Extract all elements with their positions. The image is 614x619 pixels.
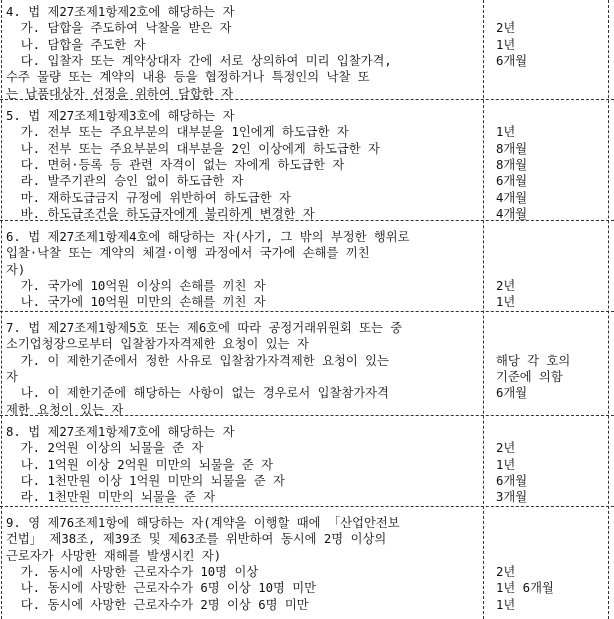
section-separator bbox=[0, 220, 614, 221]
restriction-period: 1년 bbox=[496, 37, 516, 52]
restriction-period: 1년 6개월 bbox=[496, 581, 554, 596]
table-row bbox=[0, 124, 614, 140]
criterion-text: 나. 동시에 사망한 근로자수가 6명 이상 10명 미만 bbox=[6, 581, 317, 596]
section-separator bbox=[0, 506, 614, 507]
criterion-text: 가. 담합을 주도하여 낙찰을 받은 자 bbox=[6, 21, 232, 36]
table-row bbox=[0, 262, 614, 278]
section-heading-row bbox=[0, 4, 614, 20]
criterion-text: 가. 국가에 10억원 이상의 손해를 끼친 자 bbox=[6, 278, 266, 293]
restriction-period: 2년 bbox=[496, 21, 516, 36]
restriction-period: 4개월 bbox=[496, 206, 528, 221]
section-heading-row bbox=[0, 320, 614, 336]
criterion-text: 입찰·낙찰 또는 계약의 체결·이행 과정에서 국가에 손해를 끼친 bbox=[6, 246, 370, 261]
criterion-text: 나. 전부 또는 주요부분의 대부분을 2인 이상에게 하도급한 자 bbox=[6, 141, 380, 156]
restriction-period: 6개월 bbox=[496, 53, 528, 68]
table-row bbox=[0, 473, 614, 489]
criterion-text: 나. 담합을 주도한 자 bbox=[6, 37, 146, 52]
table-row bbox=[0, 580, 614, 596]
table-row bbox=[0, 37, 614, 53]
table-row bbox=[0, 20, 614, 36]
table-row bbox=[0, 294, 614, 310]
restriction-period: 8개월 bbox=[496, 141, 528, 156]
criterion-text: 가. 이 제한기준에서 정한 사유로 입찰참가자격제한 요청이 있는 bbox=[6, 353, 389, 368]
table-row bbox=[0, 245, 614, 261]
restriction-period: 1년 bbox=[496, 125, 516, 140]
criterion-text: 6. 법 제27조제1항제4호에 해당하는 자(사기, 그 밖의 부정한 행위로 bbox=[6, 230, 410, 244]
restriction-period: 3개월 bbox=[496, 490, 528, 505]
criterion-text: 다. 면허·등록 등 관련 자격이 없는 자에게 하도급한 자 bbox=[6, 157, 345, 172]
table-row bbox=[0, 53, 614, 69]
section-separator bbox=[0, 311, 614, 312]
criterion-text: 다. 1천만원 이상 1억원 미만의 뇌물을 준 자 bbox=[6, 473, 285, 488]
criterion-text: 가. 2억원 이상의 뇌물을 준 자 bbox=[6, 441, 204, 456]
section-separator bbox=[0, 99, 614, 100]
table-row bbox=[0, 440, 614, 456]
criterion-text: 는 납품대상자 선정을 위하여 담합한 자 bbox=[6, 86, 234, 101]
section-heading-row bbox=[0, 424, 614, 440]
table-row bbox=[0, 69, 614, 85]
table-row bbox=[0, 564, 614, 580]
section-separator bbox=[0, 415, 614, 416]
section-heading-row bbox=[0, 515, 614, 531]
criterion-text: 4. 법 제27조제1항제2호에 해당하는 자 bbox=[6, 5, 235, 19]
restriction-period: 기준에 의함 bbox=[496, 369, 563, 384]
criterion-text: 바. 하도급조건을 하도급자에게 불리하게 변경한 자 bbox=[6, 206, 315, 221]
restriction-period: 1년 bbox=[496, 295, 516, 310]
restriction-period: 4개월 bbox=[496, 190, 528, 205]
table-row bbox=[0, 597, 614, 613]
criterion-text: 다. 입찰자 또는 계약상대자 간에 서로 상의하여 미리 입찰가격, bbox=[6, 53, 392, 68]
criterion-text: 나. 이 제한기준에 해당하는 사항이 없는 경우로서 입찰참가자격 bbox=[6, 386, 389, 401]
table-row bbox=[0, 190, 614, 206]
criterion-text: 7. 법 제27조제1항제5호 또는 제6호에 따라 공정거래위원회 또는 중 bbox=[6, 321, 403, 335]
criterion-text: 가. 동시에 사망한 근로자수가 10명 이상 bbox=[6, 564, 259, 579]
restriction-period: 1년 bbox=[496, 597, 516, 612]
table-row bbox=[0, 531, 614, 547]
restriction-period: 2년 bbox=[496, 564, 516, 579]
table-row bbox=[0, 173, 614, 189]
criterion-text: 수주 물량 또는 계약의 내용 등을 협정하거나 특정인의 낙찰 또 bbox=[6, 70, 370, 85]
restriction-period: 6개월 bbox=[496, 473, 528, 488]
table-row bbox=[0, 489, 614, 505]
criterion-text: 마. 재하도급금지 규정에 위반하여 하도급한 자 bbox=[6, 190, 291, 205]
criterion-text: 라. 발주기관의 승인 없이 하도급한 자 bbox=[6, 174, 244, 189]
criterion-text: 소기업청장으로부터 입찰참가자격제한 요청이 있는 자 bbox=[6, 337, 309, 352]
criterion-text: 제한 요청이 있는 자 bbox=[6, 402, 124, 417]
criterion-text: 8. 법 제27조제1항제7호에 해당하는 자 bbox=[6, 425, 235, 439]
criterion-text: 건법」 제38조, 제39조 및 제63조를 위반하여 동시에 2명 이상의 bbox=[6, 532, 387, 547]
section-heading-row bbox=[0, 229, 614, 245]
criterion-text: 근로자가 사망한 재해를 발생시킨 자) bbox=[6, 548, 222, 563]
table-row bbox=[0, 336, 614, 352]
criterion-text: 다. 동시에 사망한 근로자수가 2명 이상 6명 미만 bbox=[6, 597, 309, 612]
table-row bbox=[0, 548, 614, 564]
table-row bbox=[0, 369, 614, 385]
criterion-text: 9. 영 제76조제1항에 해당하는 자(계약을 이행할 때에 「산업안전보 bbox=[6, 516, 400, 530]
criterion-text: 자 bbox=[6, 369, 18, 384]
table-row bbox=[0, 353, 614, 369]
table-row bbox=[0, 457, 614, 473]
table-row bbox=[0, 385, 614, 401]
criterion-text: 나. 1억원 이상 2억원 미만의 뇌물을 준 자 bbox=[6, 457, 274, 472]
criterion-text: 자) bbox=[6, 262, 26, 277]
criterion-text: 가. 전부 또는 주요부분의 대부분을 1인에게 하도급한 자 bbox=[6, 125, 349, 140]
restriction-period: 6개월 bbox=[496, 386, 528, 401]
table-row bbox=[0, 278, 614, 294]
restriction-period: 8개월 bbox=[496, 157, 528, 172]
restriction-period: 2년 bbox=[496, 278, 516, 293]
table-row bbox=[0, 157, 614, 173]
restriction-period: 1년 bbox=[496, 457, 516, 472]
table-row bbox=[0, 141, 614, 157]
criterion-text: 5. 법 제27조제1항제3호에 해당하는 자 bbox=[6, 109, 235, 123]
criterion-text: 라. 1천만원 미만의 뇌물을 준 자 bbox=[6, 490, 216, 505]
restriction-period: 2년 bbox=[496, 441, 516, 456]
criterion-text: 나. 국가에 10억원 미만의 손해를 끼친 자 bbox=[6, 295, 266, 310]
restriction-period: 해당 각 호의 bbox=[496, 353, 571, 368]
restriction-period: 6개월 bbox=[496, 174, 528, 189]
section-heading-row bbox=[0, 108, 614, 124]
